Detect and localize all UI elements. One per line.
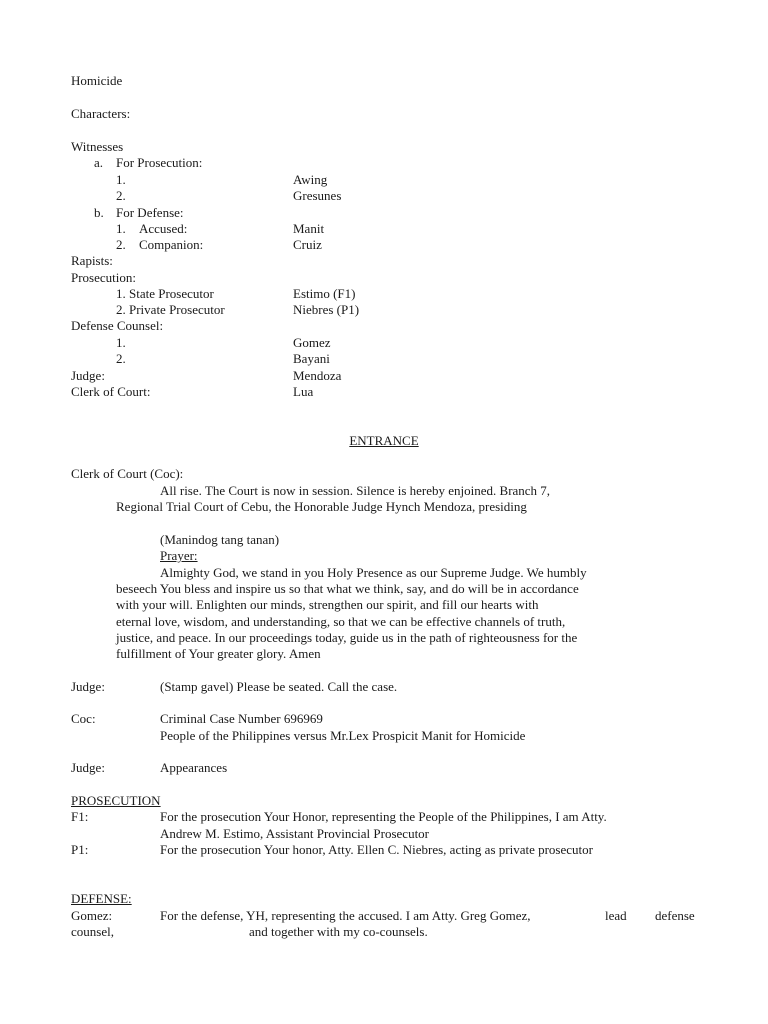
prosecution-heading: PROSECUTION: [71, 793, 161, 808]
prayer-line: justice, and peace. In our proceedings today, guide us in the path of righteousness for the: [116, 630, 578, 645]
rise-text: All rise. The Court is now in session. Silence is hereby enjoined. Branch 7,: [160, 483, 551, 498]
characters-label: Characters:: [71, 106, 131, 121]
clerk-label: Clerk of Court:: [71, 384, 151, 399]
dialogue-text: and together with my co-counsels.: [249, 924, 428, 939]
list-number: 1.: [116, 172, 126, 187]
dialogue-text: People of the Philippines versus Mr.Lex Prospicit Manit for Homicide: [160, 728, 526, 743]
judge-label: Judge:: [71, 368, 105, 383]
dialogue-text: counsel,: [71, 924, 114, 939]
rapists-label: Rapists:: [71, 253, 113, 268]
coc-label: Clerk of Court (Coc):: [71, 466, 184, 481]
character-name: Bayani: [293, 351, 330, 366]
dialogue-text: For the prosecution Your honor, Atty. Ellen C. Niebres, acting as private prosecutor: [160, 842, 593, 857]
dialogue-text: For the prosecution Your Honor, representing the People of the Philippines, I am Atty.: [160, 809, 607, 824]
prayer-line: Almighty God, we stand in you Holy Presence as our Supreme Judge. We humbly: [160, 565, 587, 580]
character-name: Gomez: [293, 335, 331, 350]
speaker-label: F1:: [71, 809, 89, 824]
prayer-line: fulfillment of Your greater glory. Amen: [116, 646, 321, 661]
prosecution-witnesses-label: For Prosecution:: [116, 155, 203, 170]
character-name: Mendoza: [293, 368, 342, 383]
prayer-line: eternal love, wisdom, and understanding, so that we can be effective channels of truth,: [116, 614, 566, 629]
character-name: Niebres (P1): [293, 302, 360, 317]
speaker-label: Gomez:: [71, 908, 113, 923]
character-role: Companion:: [139, 237, 204, 252]
prayer-line: with your will. Enlighten our minds, strengthen our spirit, and fill our hearts with: [116, 597, 539, 612]
character-role: 1. State Prosecutor: [116, 286, 214, 301]
entrance-heading: ENTRANCE: [349, 433, 419, 448]
dialogue-text: defense: [655, 908, 695, 923]
dialogue-text: Criminal Case Number 696969: [160, 711, 323, 726]
character-name: Awing: [293, 172, 328, 187]
document-title: Homicide: [71, 73, 123, 88]
dialogue-text: (Stamp gavel) Please be seated. Call the case.: [160, 679, 398, 694]
dialogue-text: For the defense, YH, representing the accused. I am Atty. Greg Gomez,: [160, 908, 531, 923]
list-number: 2.: [116, 237, 126, 252]
manindog-text: (Manindog tang tanan): [160, 532, 280, 547]
character-role: 2. Private Prosecutor: [116, 302, 225, 317]
witnesses-label: Witnesses: [71, 139, 124, 154]
speaker-label: Coc:: [71, 711, 96, 726]
list-number: 2.: [116, 351, 126, 366]
list-marker: b.: [94, 205, 104, 220]
character-role: Accused:: [139, 221, 188, 236]
character-name: Estimo (F1): [293, 286, 356, 301]
dialogue-text: Andrew M. Estimo, Assistant Provincial Prosecutor: [160, 826, 430, 841]
dialogue-text: Appearances: [160, 760, 228, 775]
dialogue-text: lead: [605, 908, 627, 923]
speaker-label: Judge:: [71, 679, 105, 694]
list-number: 2.: [116, 188, 126, 203]
prayer-label: Prayer:: [160, 548, 198, 563]
character-name: Manit: [293, 221, 325, 236]
rise-text: Regional Trial Court of Cebu, the Honorable Judge Hynch Mendoza, presiding: [116, 499, 527, 514]
defense-witnesses-label: For Defense:: [116, 205, 184, 220]
prayer-line: beseech You bless and inspire us so that what we think, say, and do will be in accordance: [116, 581, 579, 596]
list-number: 1.: [116, 335, 126, 350]
list-number: 1.: [116, 221, 126, 236]
character-name: Gresunes: [293, 188, 342, 203]
list-marker: a.: [94, 155, 104, 170]
defense-heading: DEFENSE:: [71, 891, 132, 906]
character-name: Lua: [293, 384, 314, 399]
speaker-label: P1:: [71, 842, 89, 857]
defense-counsel-label: Defense Counsel:: [71, 318, 164, 333]
speaker-label: Judge:: [71, 760, 105, 775]
character-name: Cruiz: [293, 237, 322, 252]
prosecution-label: Prosecution:: [71, 270, 136, 285]
